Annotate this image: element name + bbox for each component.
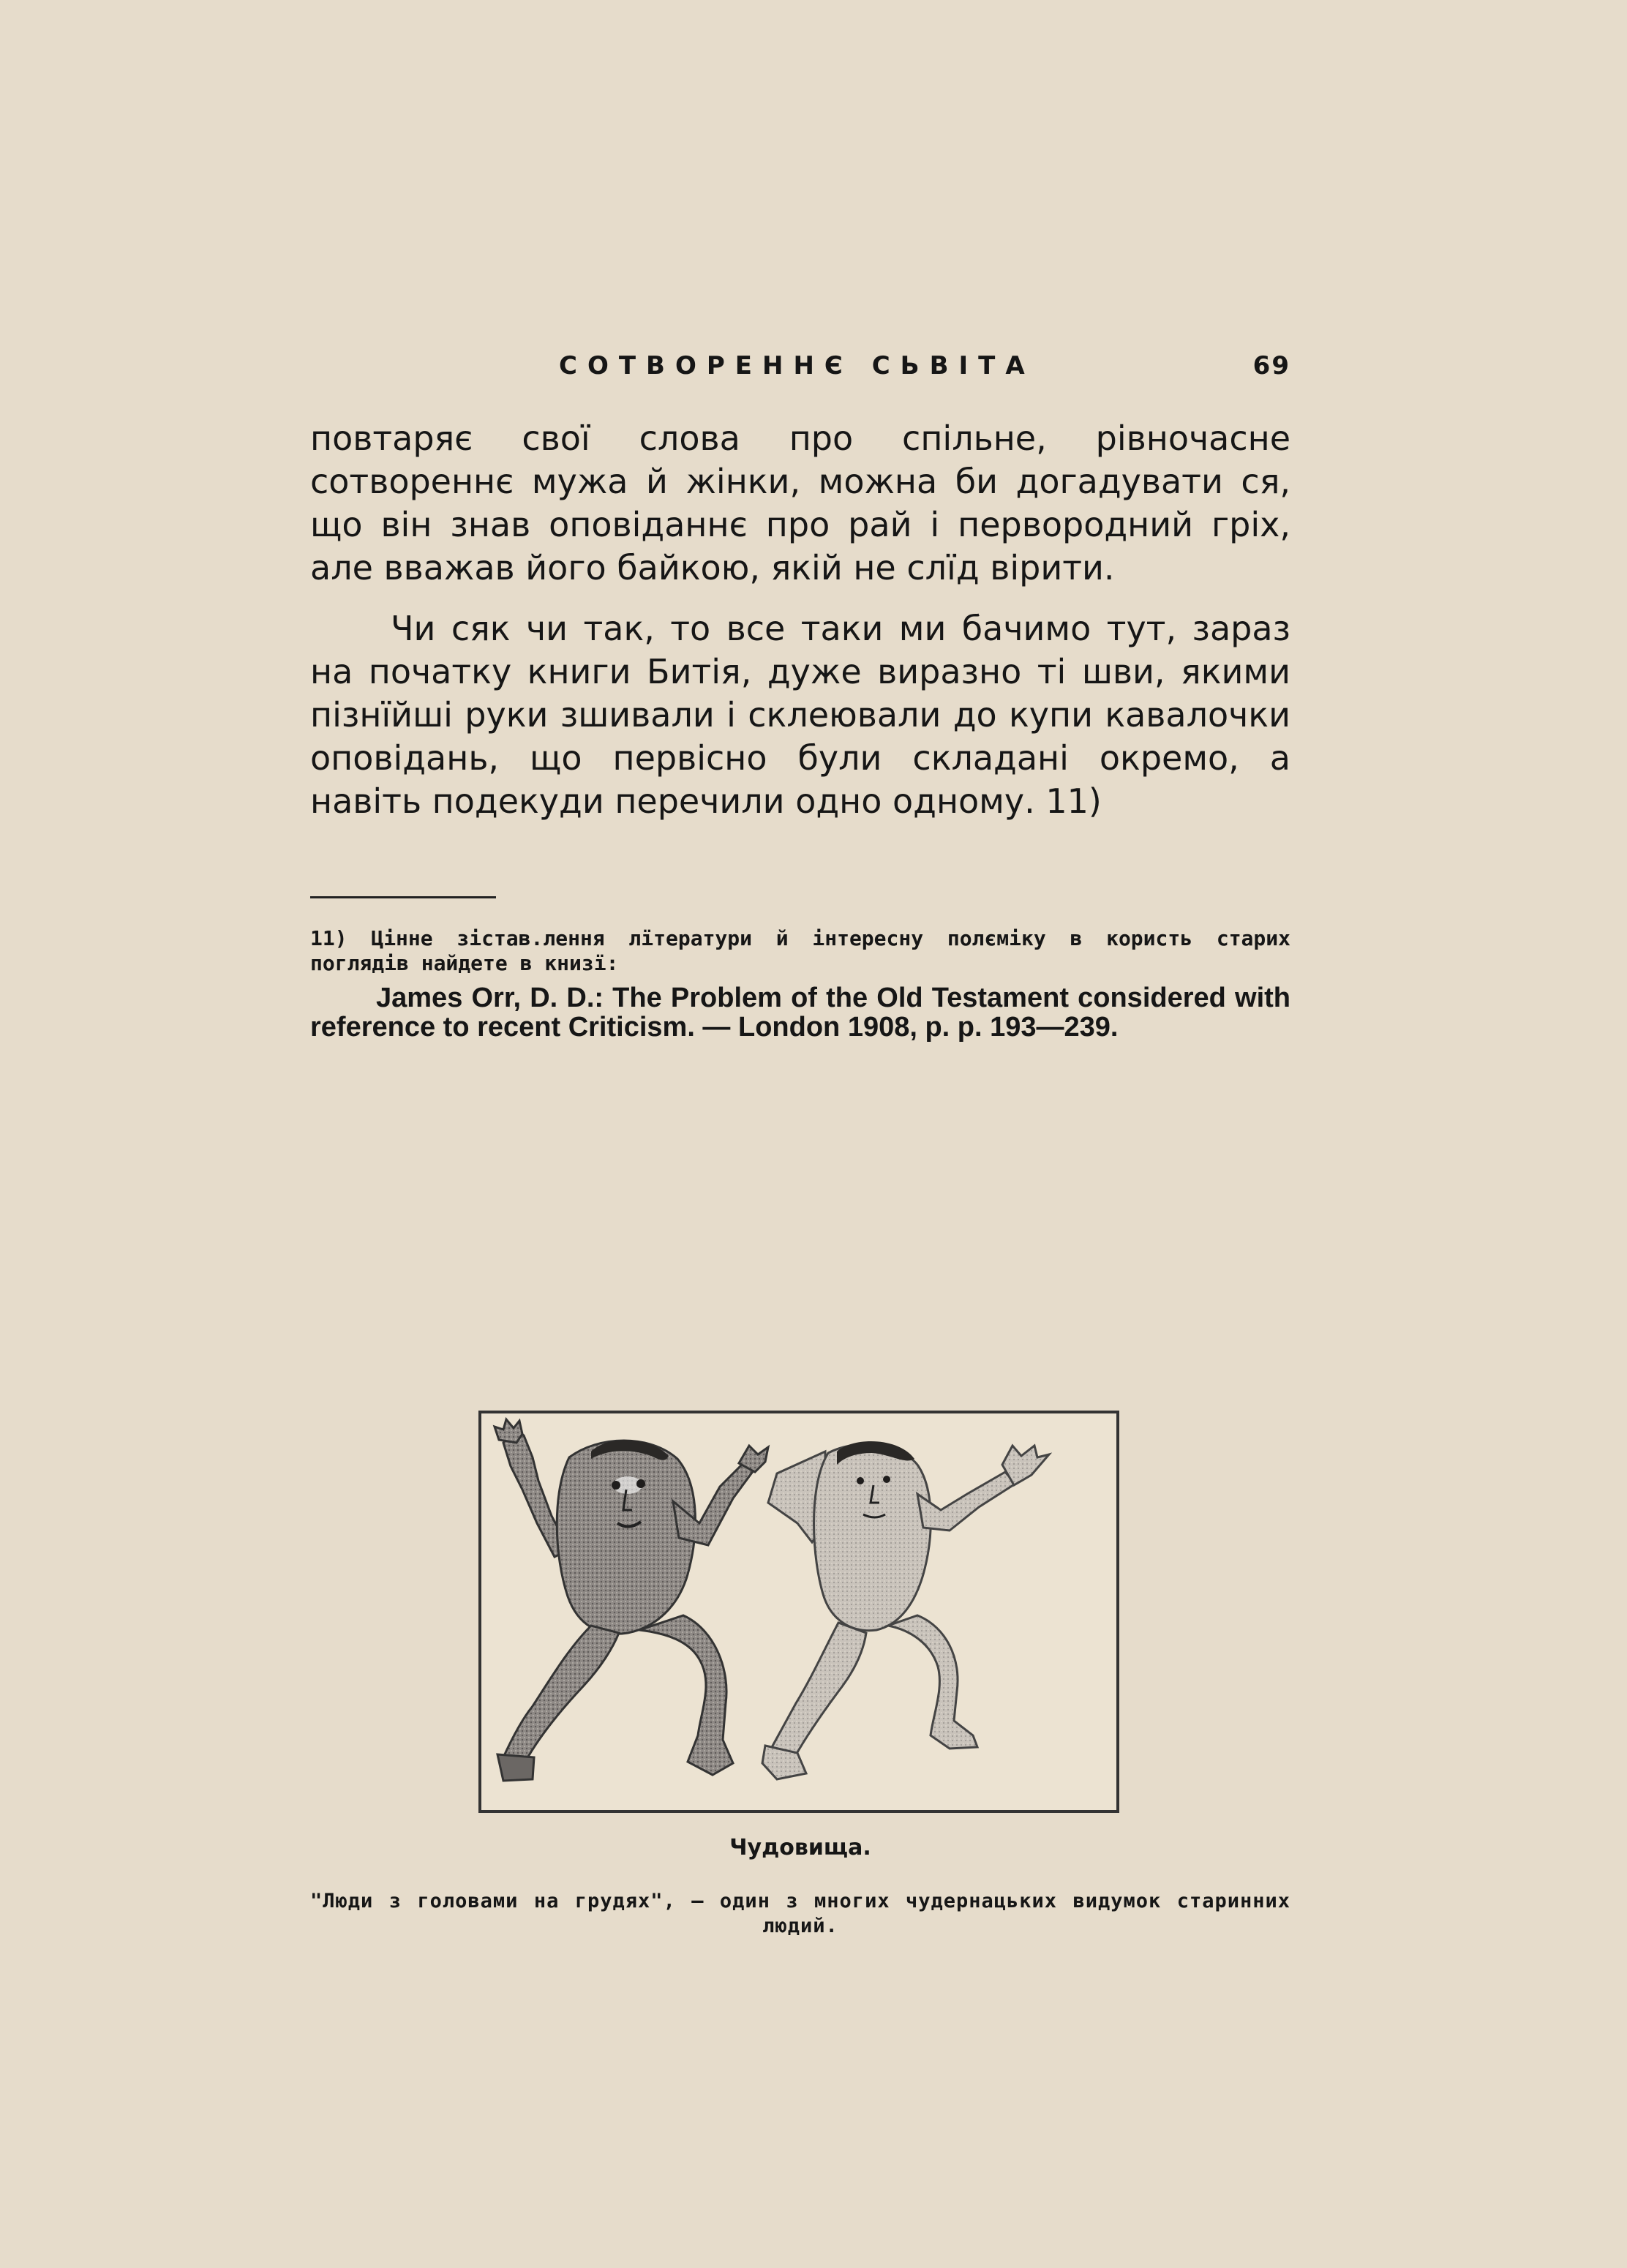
- illustration-drawing: [481, 1413, 1116, 1810]
- body-text: [310, 417, 1290, 823]
- footnote-separator: [310, 896, 496, 898]
- footnote-text: 11) Цінне зістав.лення лїтератури й інтересну полєміку в користь старих поглядів найдете в книзї:: [310, 926, 1290, 975]
- left-figure: [495, 1419, 768, 1781]
- footnote-reference: James Orr, D. D.: The Problem of the Old Testament considered with reference to recent Criticism. — London 1908, p. p. 193—239.: [310, 983, 1290, 1043]
- running-head: [310, 345, 1290, 389]
- right-figure: [762, 1441, 1049, 1779]
- caption-text: "Люди з головами на грудях", — один з многих чудернацьких видумок старинних людий.: [310, 1890, 1290, 1937]
- running-head-title: СОТВОРЕННЄ СЬВІТА: [559, 351, 1035, 380]
- paragraph-1: повтаряє свої слова про спільне, рівночасне сотвореннє мужа й жінки, можна би догадувати ся, що він знав оповіданнє про рай і первородний гріх, але вважав його байкою, якій не слїд вірити.: [310, 418, 1290, 587]
- illustration-monsters: [478, 1411, 1119, 1813]
- caption-title: Чудовища.: [729, 1835, 871, 1860]
- paragraph-2: Чи сяк чи так, то все таки ми бачимо тут, зараз на початку книги Битія, дуже виразно ті шви, якими пізнїйші руки зшивали і склеювали до купи кавалочки оповідань, що первісно були складані окремо, а навіть подекуди перечили одно одному. 11): [310, 609, 1290, 821]
- page-number: 69: [1252, 351, 1290, 380]
- footnote: [310, 926, 1290, 1042]
